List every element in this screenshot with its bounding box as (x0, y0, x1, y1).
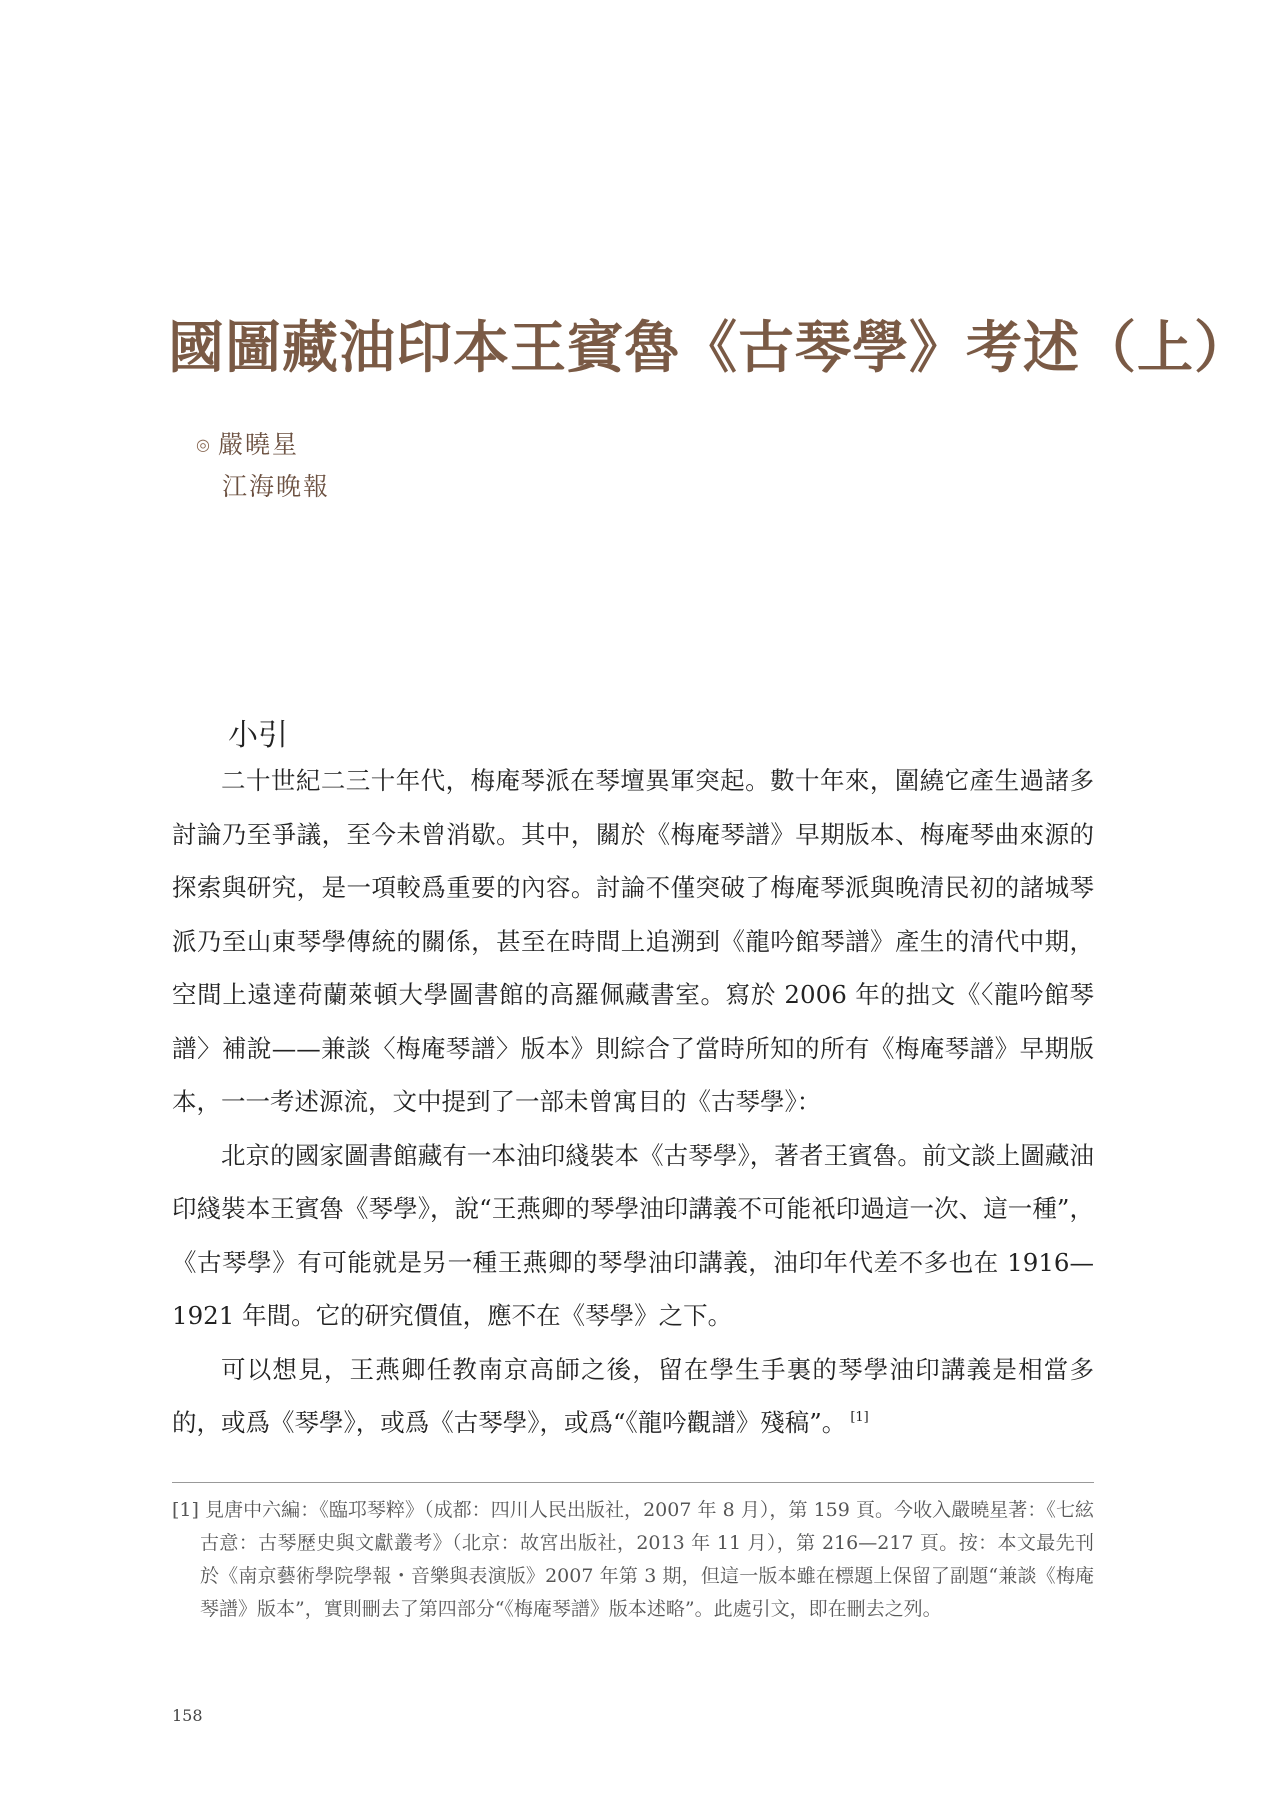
author-line (196, 424, 330, 466)
byline (196, 424, 330, 508)
quoted-paragraph-text: 可以想見，王燕卿任教南京高師之後，留在學生手裏的琴學油印講義是相當多的，或爲《琴學》，或爲《古琴學》，或爲“《龍吟觀譜》殘稿”。 (172, 1354, 1094, 1437)
article-body (172, 754, 1094, 1450)
article-title: 國圖藏油印本王賓魯《古琴學》考述（上） (168, 315, 1251, 381)
footnote-reference[interactable]: [1] (850, 1410, 869, 1425)
bullseye-icon: ◎ (196, 435, 210, 454)
quoted-paragraph (172, 1343, 1094, 1450)
quoted-paragraph: 北京的國家圖書館藏有一本油印綫裝本《古琴學》，著者王賓魯。前文談上圖藏油印綫裝本王賓魯《琴學》，說“王燕卿的琴學油印講義不可能衹印過這一次、這一種”，《古琴學》有可能就是另一種王燕卿的琴學油印講義，油印年代差不多也在 1916—1921 年間。它的研究價值，應不在《琴學》之下。 (172, 1140, 1094, 1330)
footnote-divider (172, 1482, 1094, 1483)
section-heading: 小引 (228, 718, 288, 753)
footnote-item: [1] 見唐中六編：《臨邛琴粹》（成都：四川人民出版社，2007 年 8 月），第 159 頁。今收入嚴曉星著：《七絃古意：古琴歷史與文獻叢考》（北京：故宮出版社，2013 年 11 月），第 216—217 頁。按：本文最先刊於《南京藝術學院學報・音樂與表演版》2007 年第 3 期，但這一版本雖在標題上保留了副題“兼談《梅庵琴譜》版本”，實則刪去了第四部分“《梅庵琴譜》版本述略”。此處引文，即在刪去之列。 (172, 1499, 1094, 1620)
author-affiliation: 江海晚報 (222, 472, 331, 501)
author-name: 嚴曉星 (218, 430, 300, 459)
page-number: 158 (172, 1706, 203, 1725)
paragraph: 二十世紀二三十年代，梅庵琴派在琴壇異軍突起。數十年來，圍繞它產生過諸多討論乃至爭議，至今未曾消歇。其中，關於《梅庵琴譜》早期版本、梅庵琴曲來源的探索與研究，是一項較爲重要的內容。討論不僅突破了梅庵琴派與晚清民初的諸城琴派乃至山東琴學傳統的關係，甚至在時間上追溯到《龍吟館琴譜》產生的清代中期，空間上遠達荷蘭萊頓大學圖書館的高羅佩藏書室。寫於 2006 年的拙文《〈龍吟館琴譜〉補說——兼談〈梅庵琴譜〉版本》則綜合了當時所知的所有《梅庵琴譜》早期版本，一一考述源流，文中提到了一部未曾寓目的《古琴學》： (172, 766, 1094, 1116)
footnotes (172, 1494, 1094, 1626)
